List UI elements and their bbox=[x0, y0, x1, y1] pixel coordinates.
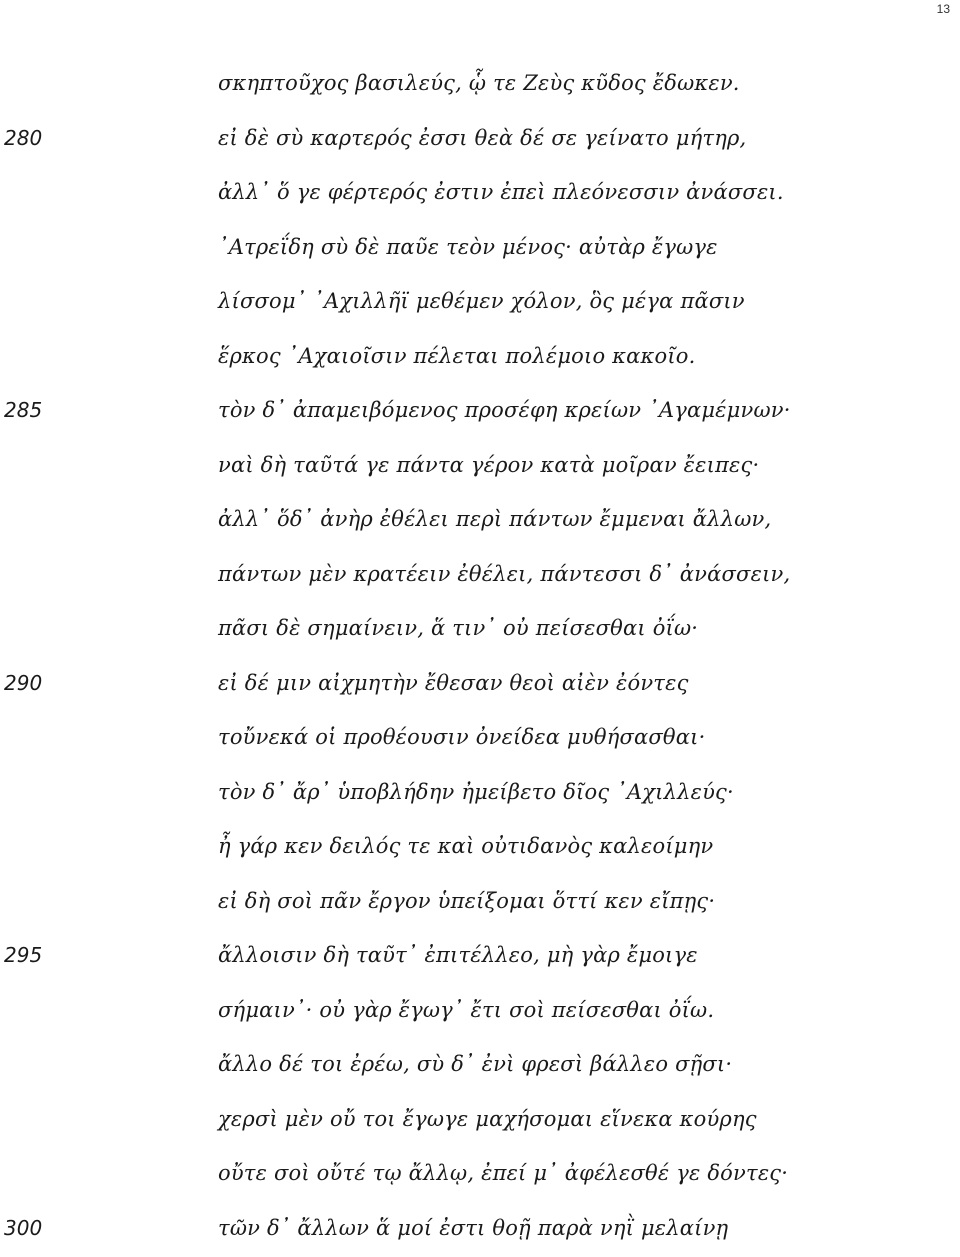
verse-line bbox=[0, 1203, 960, 1257]
verse-text: τὸν δ᾽ ἀπαμειβόμενος προσέφη κρείων ᾽Αγαμέμνων· bbox=[218, 395, 791, 425]
verse-line bbox=[0, 331, 960, 386]
verse-line bbox=[0, 113, 960, 168]
verse-text: ἀλλ᾽ ὅδ᾽ ἀνὴρ ἐθέλει περὶ πάντων ἔμμεναι ἄλλων, bbox=[218, 504, 771, 534]
verse-text: ᾽Ατρεΐδη σὺ δὲ παῦε τεὸν μένος· αὐτὰρ ἔγωγε bbox=[218, 232, 718, 262]
verse-line bbox=[0, 658, 960, 713]
verse-line bbox=[0, 385, 960, 440]
verse-line bbox=[0, 712, 960, 767]
verse-text: σκηπτοῦχος βασιλεύς, ᾧ τε Ζεὺς κῦδος ἔδωκεν. bbox=[218, 68, 740, 98]
verse-text: εἰ δέ μιν αἰχμητὴν ἔθεσαν θεοὶ αἰὲν ἐόντες bbox=[218, 668, 689, 698]
verse-text: τὸν δ᾽ ἄρ᾽ ὑποβλήδην ἠμείβετο δῖος ᾽Αχιλλεύς· bbox=[218, 777, 734, 807]
verse-text: εἰ δὲ σὺ καρτερός ἐσσι θεὰ δέ σε γείνατο μήτηρ, bbox=[218, 123, 746, 153]
verse-text: σήμαιν᾽· οὐ γὰρ ἔγωγ᾽ ἔτι σοὶ πείσεσθαι ὀΐω. bbox=[218, 995, 714, 1025]
verse-text: ἀλλ᾽ ὅ γε φέρτερός ἐστιν ἐπεὶ πλεόνεσσιν ἀνάσσει. bbox=[218, 177, 784, 207]
line-number: 295 bbox=[4, 940, 42, 970]
verse-text: ἕρκος ᾽Αχαιοῖσιν πέλεται πολέμοιο κακοῖο. bbox=[218, 341, 696, 371]
verse-text: ἄλλο δέ τοι ἐρέω, σὺ δ᾽ ἐνὶ φρεσὶ βάλλεο σῇσι· bbox=[218, 1049, 732, 1079]
poem-text-block bbox=[0, 58, 960, 1257]
verse-line bbox=[0, 930, 960, 985]
verse-text: ἦ γάρ κεν δειλός τε καὶ οὐτιδανὸς καλεοίμην bbox=[218, 831, 713, 861]
line-number: 280 bbox=[4, 123, 42, 153]
verse-text: εἰ δὴ σοὶ πᾶν ἔργον ὑπείξομαι ὅττί κεν εἴπῃς· bbox=[218, 886, 715, 916]
verse-line bbox=[0, 603, 960, 658]
verse-line bbox=[0, 767, 960, 822]
line-number: 300 bbox=[4, 1213, 42, 1243]
verse-line bbox=[0, 58, 960, 113]
verse-text: ναὶ δὴ ταῦτά γε πάντα γέρον κατὰ μοῖραν ἔειπες· bbox=[218, 450, 759, 480]
verse-line bbox=[0, 276, 960, 331]
verse-line bbox=[0, 1039, 960, 1094]
verse-line bbox=[0, 985, 960, 1040]
verse-text: πᾶσι δὲ σημαίνειν, ἅ τιν᾽ οὐ πείσεσθαι ὀΐω· bbox=[218, 613, 698, 643]
verse-text: λίσσομ᾽ ᾽Αχιλλῆϊ μεθέμεν χόλον, ὃς μέγα πᾶσιν bbox=[218, 286, 745, 316]
verse-text: χερσὶ μὲν οὔ τοι ἔγωγε μαχήσομαι εἵνεκα κούρης bbox=[218, 1104, 757, 1134]
verse-line bbox=[0, 549, 960, 604]
verse-line bbox=[0, 1094, 960, 1149]
verse-line bbox=[0, 876, 960, 931]
verse-text: τοὔνεκά οἱ προθέουσιν ὀνείδεα μυθήσασθαι· bbox=[218, 722, 705, 752]
verse-text: πάντων μὲν κρατέειν ἐθέλει, πάντεσσι δ᾽ ἀνάσσειν, bbox=[218, 559, 790, 589]
verse-line bbox=[0, 167, 960, 222]
verse-line bbox=[0, 222, 960, 277]
line-number: 290 bbox=[4, 668, 42, 698]
verse-line bbox=[0, 821, 960, 876]
page-number: 13 bbox=[937, 2, 950, 16]
line-number: 285 bbox=[4, 395, 42, 425]
verse-line bbox=[0, 1148, 960, 1203]
verse-line bbox=[0, 494, 960, 549]
verse-text: οὔτε σοὶ οὔτέ τῳ ἄλλῳ, ἐπεί μ᾽ ἀφέλεσθέ γε δόντες· bbox=[218, 1158, 788, 1188]
verse-line bbox=[0, 440, 960, 495]
verse-text: τῶν δ᾽ ἄλλων ἅ μοί ἐστι θοῇ παρὰ νηῒ μελαίνῃ bbox=[218, 1213, 728, 1243]
verse-text: ἄλλοισιν δὴ ταῦτ᾽ ἐπιτέλλεο, μὴ γὰρ ἔμοιγε bbox=[218, 940, 698, 970]
